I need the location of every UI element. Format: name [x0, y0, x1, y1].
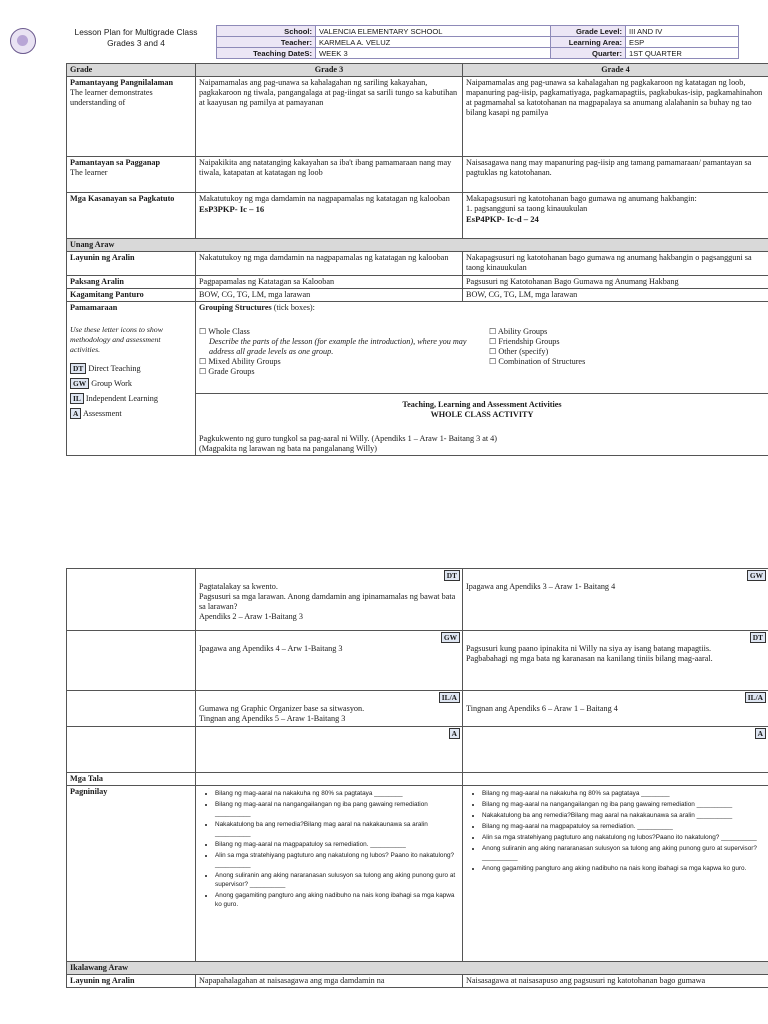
list-item: • Bilang ng mag-aaral na nakakuha ng 80% sa pagtataya ________	[482, 789, 765, 798]
pamamaraan-label: Pamamaraan	[70, 303, 118, 312]
tla-section	[196, 393, 768, 454]
checkbox-ability-groups[interactable]: ☐ Ability Groups	[489, 327, 548, 336]
kasanayan-g4-line1: Makapagsusuri ng katotohanan bago gumawa ng anumang hakbangin:	[466, 194, 697, 203]
whole-activity-2: (Magpakita ng larawan ng bata na pangalanang Willy)	[199, 444, 377, 453]
pamamaraan-content	[196, 302, 768, 456]
p2-row2-g4	[463, 631, 768, 691]
list-item: • Bilang ng mag-aaral na magpapatuloy sa remediation. __________	[482, 822, 765, 831]
p2-r1-g4-text: Ipagawa ang Apendiks 3 – Araw 1- Baitang 4	[466, 582, 616, 591]
legend-gw-label: Group Work	[91, 379, 132, 388]
whole-class-desc: Describe the parts of the lesson (for example the introduction), where you may address all grade levels as one group.	[209, 337, 467, 356]
pagganap-g4: Naisasagawa nang may mapanuring pag-iisip ang tamang pamamaraan/ pamantayan sa pagtuklas ng katotohanan.	[463, 157, 768, 193]
p2-row4-g4	[463, 727, 768, 773]
paksang-g4: Pagsusuri ng Katotohanan Bago Gumawa ng Anumang Hakbang	[463, 276, 768, 289]
pagganap-sub: The learner	[70, 168, 108, 177]
tla-title: Teaching, Learning and Assessment Activities	[402, 400, 562, 409]
kasanayan-g4-line2: 1. pagsangguni sa taong kinauukulan	[466, 204, 588, 213]
unang-araw-heading: Unang Araw	[67, 239, 768, 252]
tla-sub: WHOLE CLASS ACTIVITY	[430, 410, 534, 419]
school-value: VALENCIA ELEMENTARY SCHOOL	[316, 26, 551, 37]
list-item: • Anong gagamiting pangturo ang aking nadibuho na nais kong ibahagi sa mga kapwa ko guro.	[215, 891, 459, 909]
row-label-pamantayang	[67, 77, 196, 157]
gw-icon: GW	[747, 570, 766, 581]
kasanayan-g4	[463, 193, 768, 239]
p2-row2-label	[67, 631, 196, 691]
gw-icon: GW	[70, 378, 89, 389]
dt-icon: DT	[444, 570, 460, 581]
lesson-plan-title	[56, 27, 216, 49]
pagninilay-label: Pagninilay	[67, 786, 196, 962]
legend-il	[70, 393, 192, 404]
list-item: • Bilang ng mag-aaral na nangangailangan ng iba pang gawaing remediation __________	[215, 800, 459, 818]
title-line-2: Grades 3 and 4	[107, 38, 165, 48]
pagganap-g3: Naipakikita ang natatanging kakayahan sa iba't ibang pamamaraan nang may tiwala, katapatan at katatagan ng loob	[196, 157, 463, 193]
header-meta-table	[216, 25, 739, 59]
checkbox-friendship-groups[interactable]: ☐ Friendship Groups	[489, 337, 560, 346]
kasanayan-g4-code: EsP4PKP- Ic-d – 24	[466, 214, 539, 224]
kasanayan-g3-text: Makatutukoy ng mga damdamin na nagpapamalas ng katatagan ng kalooban	[199, 194, 450, 203]
p2-row1-g3	[196, 569, 463, 631]
layunin-g3: Nakatutukoy ng mga damdamin na nagpapamalas ng katatagan ng kalooban	[196, 252, 463, 276]
mga-tala-g3	[196, 773, 463, 786]
legend-dt-label: Direct Teaching	[88, 364, 141, 373]
dates-value: WEEK 3	[316, 48, 551, 59]
list-item: • Bilang ng mag-aaral na nakakuha ng 80% sa pagtataya ________	[215, 789, 459, 798]
row-label-pagganap	[67, 157, 196, 193]
grouping-title: Grouping Structures	[199, 303, 272, 312]
layunin-label: Layunin ng Aralin	[67, 252, 196, 276]
layunin2-g3: Napapahalagahan at naisasagawa ang mga damdamin na	[196, 975, 463, 988]
legend-dt	[70, 363, 192, 374]
layunin2-label: Layunin ng Aralin	[67, 975, 196, 988]
p2-r1-g3-line2: Pagsusuri sa mga larawan. Anong damdamin ang ipinamamalas ng bawat bata sa larawan?	[199, 592, 456, 611]
pamantayang-label: Pamantayang Pangnilalaman	[70, 78, 174, 87]
p2-row3-g3	[196, 691, 463, 727]
list-item: • Bilang ng mag-aaral na nangangailangan ng iba pang gawaing remediation __________	[482, 800, 765, 809]
list-item: • Anong gagamiting pangturo ang aking nadibuho na nais kong ibahagi sa mga kapwa ko guro.	[482, 864, 765, 873]
p2-r2-g3-text: Ipagawa ang Apendiks 4 – Arw 1-Baitang 3	[199, 644, 343, 653]
checkbox-combination[interactable]: ☐ Combination of Structures	[489, 357, 586, 366]
school-label: School:	[217, 26, 316, 37]
teacher-label: Teacher:	[217, 37, 316, 48]
whole-activity-1: Pagkukwento ng guro tungkol sa pag-aaral ni Willy. (Apendiks 1 – Araw 1- Baitang 3 at 4)	[199, 434, 497, 443]
p2-row4-label	[67, 727, 196, 773]
pagninilay-g4-list	[474, 789, 765, 873]
p2-row4-g3	[196, 727, 463, 773]
p2-r2-g4-line1: Pagsusuri kung paano ipinakita ni Willy na siya ay isang batang mapagtiis.	[466, 644, 712, 653]
list-item: • Nakakatulong ba ang remedia?Bilang mag aaral na nakakaunawa sa aralin __________	[482, 811, 765, 820]
learning-area-value: ESP	[626, 37, 739, 48]
p2-row1-label	[67, 569, 196, 631]
dates-label: Teaching DateS:	[217, 48, 316, 59]
grouping-right	[489, 327, 585, 377]
col-grade-4: Grade 4	[463, 64, 768, 77]
checkbox-grade-groups[interactable]: ☐ Grade Groups	[199, 367, 255, 376]
kasanayan-label: Mga Kasanayan sa Pagkatuto	[67, 193, 196, 239]
lesson-plan-table-continued	[66, 568, 768, 988]
p2-r3-g3-line1: Gumawa ng Graphic Organizer base sa sitwasyon.	[199, 704, 365, 713]
kagamitang-label: Kagamitang Panturo	[67, 289, 196, 302]
pamantayang-g3: Naipamamalas ang pag-unawa sa kahalagahan ng sariling kakayahan, pagkakaroon ng tiwala, pangangalaga at pag-iingat sa sarili tungo sa kabutihan at kaayusan ng pamilya at pamayanan	[196, 77, 463, 157]
il-a-icon: IL/A	[745, 692, 766, 703]
p2-r2-g4-line2: Pagbabahagi ng mga bata ng karanasan na kanilang tiniis bilang mag-aaral.	[466, 654, 713, 663]
kagamitang-g4: BOW, CG, TG, LM, mga larawan	[463, 289, 768, 302]
quarter-label: Quarter:	[551, 48, 626, 59]
p2-r1-g3-line3: Apendiks 2 – Araw 1-Baitang 3	[199, 612, 303, 621]
grouping-left	[199, 327, 489, 377]
list-item: • Nakakatulong ba ang remedia?Bilang mag aaral na nakakaunawa sa aralin __________	[215, 820, 459, 838]
pamantayang-g4: Naipamamalas ang pag-unawa sa kahalagahan ng pagkakaroon ng katatagan ng loob, mapanuring pag-iisip, pagkamatiyaga, pagkamapagtiis, pagkabukas-isip, pagkamahinahon at pagmamahal sa katotohanan na magpapalaya sa anumang alalahanin sa buhay ng tao bilang kasapi ng pamilya	[463, 77, 768, 157]
teacher-value: KARMELA A. VELUZ	[316, 37, 551, 48]
p2-row2-g3	[196, 631, 463, 691]
checkbox-other[interactable]: ☐ Other (specify)	[489, 347, 549, 356]
pagganap-label: Pamantayan sa Pagganap	[70, 158, 161, 167]
quarter-value: 1ST QUARTER	[626, 48, 739, 59]
lesson-plan-table	[66, 63, 768, 456]
grouping-options	[199, 327, 765, 377]
list-item: • Alin sa mga stratehiyang pagtuturo ang nakatulong ng lubos?Paano ito nakatulong? __________	[482, 833, 765, 842]
ikalawang-araw-heading: Ikalawang Araw	[67, 962, 768, 975]
a-icon: A	[755, 728, 766, 739]
kasanayan-g3	[196, 193, 463, 239]
mga-tala-label: Mga Tala	[67, 773, 196, 786]
pagninilay-g3	[196, 786, 463, 962]
p2-r3-g4-text: Tingnan ang Apendiks 6 – Araw 1 – Baitang 4	[466, 704, 618, 713]
grade-level-value: III AND IV	[626, 26, 739, 37]
mga-tala-g4	[463, 773, 768, 786]
grouping-heading	[199, 303, 765, 313]
list-item: • Alin sa mga stratehiyang pagtuturo ang nakatulong ng lubos? Paano ito nakatulong? __________	[215, 851, 459, 869]
title-line-1: Lesson Plan for Multigrade Class	[74, 27, 198, 37]
layunin2-g4: Naisasagawa at naisasapuso ang pagsusuri ng katotohanan bago gumawa	[463, 975, 768, 988]
gw-icon: GW	[441, 632, 460, 643]
deped-seal-logo	[10, 28, 36, 54]
grouping-note: (tick boxes):	[273, 303, 315, 312]
list-item: • Anong suliranin ang aking nararanasan sulusyon sa tulong ang aking punong guro at supervisor? __________	[482, 844, 765, 862]
grade-level-label: Grade Level:	[551, 26, 626, 37]
kagamitang-g3: BOW, CG, TG, LM, mga larawan	[196, 289, 463, 302]
pamamaraan-note: Use these letter icons to show methodology and assessment activities.	[70, 325, 163, 354]
legend-gw	[70, 378, 192, 389]
il-icon: IL	[70, 393, 84, 404]
layunin-g4: Nakapagsusuri ng katotohanan bago gumawa ng anumang hakbangin o pagsangguni sa taong kinauukulan	[463, 252, 768, 276]
il-a-icon: IL/A	[439, 692, 460, 703]
p2-row3-label	[67, 691, 196, 727]
learning-area-label: Learning Area:	[551, 37, 626, 48]
list-item: • Bilang ng mag-aaral na magpapatuloy sa remediation. __________	[215, 840, 459, 849]
col-grade: Grade	[67, 64, 196, 77]
checkbox-whole-class[interactable]: ☐ Whole Class	[199, 327, 250, 336]
pagninilay-g3-list	[207, 789, 459, 909]
p2-r1-g3-line1: Pagtatalakay sa kwento.	[199, 582, 278, 591]
legend-il-label: Independent Learning	[85, 394, 158, 403]
p2-row3-g4	[463, 691, 768, 727]
list-item: • Anong suliranin ang aking nararanasan sulusyon sa tulong ang aking punong guro at supervisor? __________	[215, 871, 459, 889]
col-grade-3: Grade 3	[196, 64, 463, 77]
a-icon: A	[70, 408, 81, 419]
dt-icon: DT	[70, 363, 86, 374]
p2-row1-g4	[463, 569, 768, 631]
p2-r3-g3-line2: Tingnan ang Apendiks 5 – Araw 1-Baitang 3	[199, 714, 346, 723]
pamantayang-sub: The learner demonstrates understanding of	[70, 88, 153, 107]
dt-icon: DT	[750, 632, 766, 643]
paksang-label: Paksang Aralin	[67, 276, 196, 289]
pagninilay-g4	[463, 786, 768, 962]
kasanayan-g3-code: EsP3PKP- Ic – 16	[199, 204, 265, 214]
a-icon: A	[449, 728, 460, 739]
pamamaraan-cell	[67, 302, 196, 456]
legend-a-label: Assessment	[82, 409, 122, 418]
legend-a	[70, 408, 192, 419]
checkbox-mixed-ability[interactable]: ☐ Mixed Ability Groups	[199, 357, 281, 366]
paksang-g3: Pagpapamalas ng Katatagan sa Kalooban	[196, 276, 463, 289]
